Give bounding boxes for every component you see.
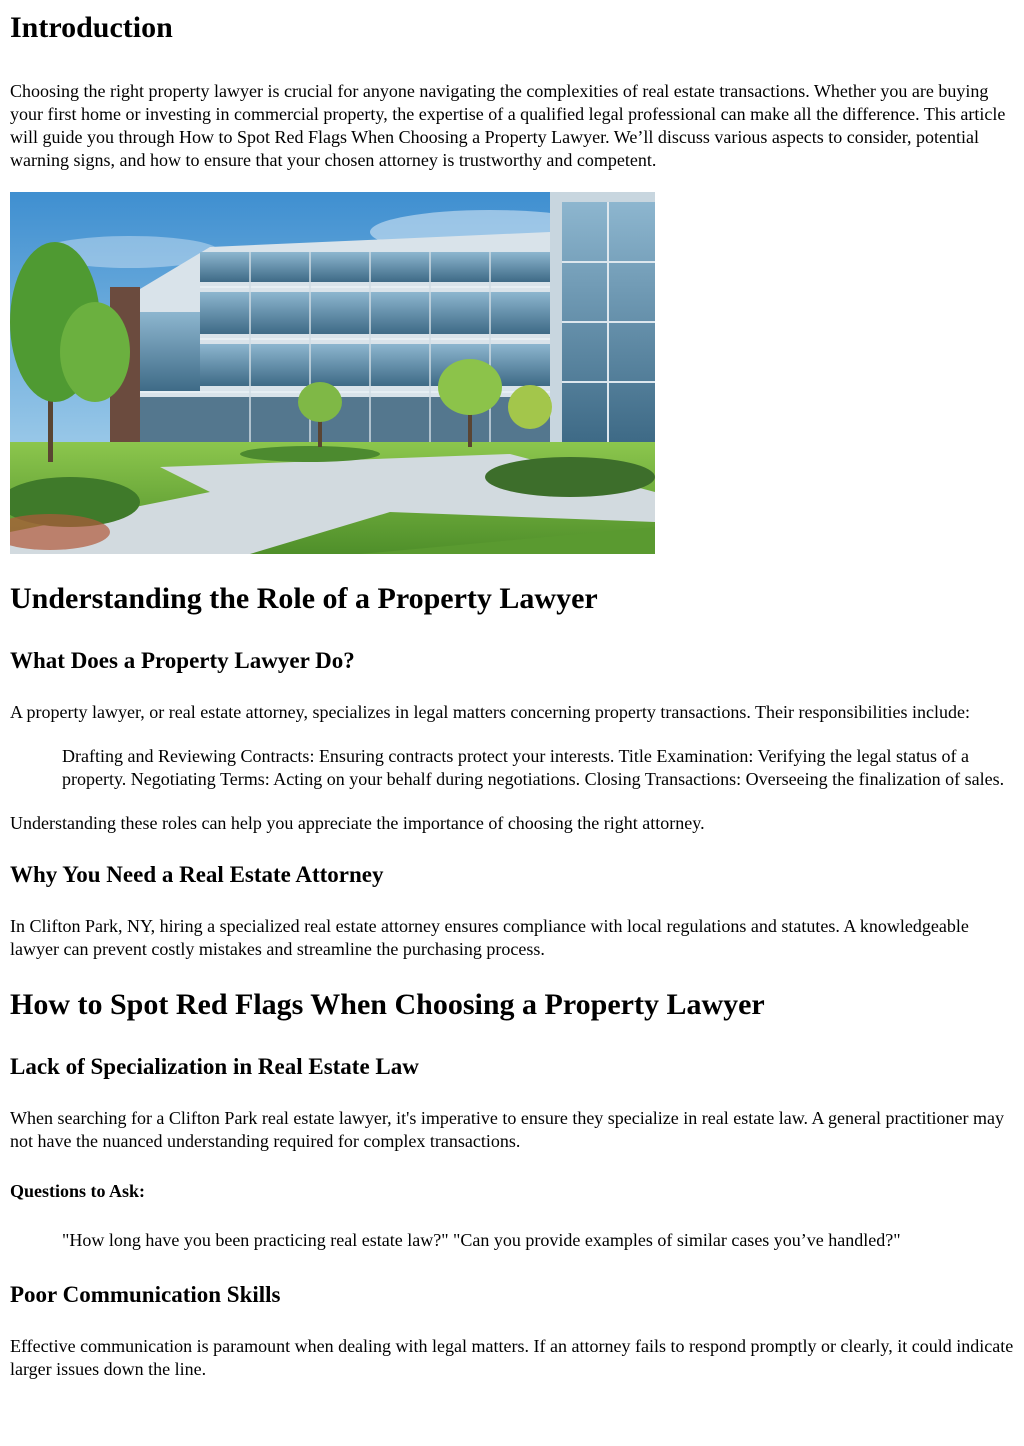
intro-paragraph: Choosing the right property lawyer is crucial for anyone navigating the complexities of real estate transactions. Whether you are buying your first home or investing in commercial property, the expertise of a qualified legal professional can make all the difference. This article will guide you through How to Spot Red Flags When Choosing a Property Lawyer. We’ll discuss various aspects to consider, potential warning signs, and how to ensure that your chosen attorney is trustworthy and competent. xyxy=(10,81,1006,170)
communication-heading: Poor Communication Skills xyxy=(10,1282,281,1307)
office-building-image xyxy=(10,192,655,554)
specialization-heading: Lack of Specialization in Real Estate Law xyxy=(10,1054,419,1079)
communication-paragraph: Effective communication is paramount when dealing with legal matters. If an attorney fails to respond promptly or clearly, it could indicate larger issues down the line. xyxy=(10,1336,1014,1379)
duties-blockquote: Drafting and Reviewing Contracts: Ensuring contracts protect your interests. Title Examination: Verifying the legal status of a property. Negotiating Terms: Acting on your behalf during negotiations. Closing Transactions: Overseeing the finalization of sales. xyxy=(62,746,1005,789)
what-does-heading: What Does a Property Lawyer Do? xyxy=(10,648,355,673)
questions-heading: Questions to Ask: xyxy=(10,1181,146,1201)
understanding-paragraph: Understanding these roles can help you appreciate the importance of choosing the right attorney. xyxy=(10,813,705,833)
why-need-paragraph: In Clifton Park, NY, hiring a specialized real estate attorney ensures compliance with local regulations and statutes. A knowledgeable lawyer can prevent costly mistakes and streamline the purchasing process. xyxy=(10,916,969,959)
questions-blockquote: "How long have you been practicing real estate law?" "Can you provide examples of similar cases you’ve handled?" xyxy=(62,1230,901,1250)
why-need-heading: Why You Need a Real Estate Attorney xyxy=(10,862,384,887)
role-heading: Understanding the Role of a Property Lawyer xyxy=(10,582,598,615)
red-flags-heading: How to Spot Red Flags When Choosing a Property Lawyer xyxy=(10,988,765,1021)
specialization-paragraph: When searching for a Clifton Park real estate lawyer, it's imperative to ensure they specialize in real estate law. A general practitioner may not have the nuanced understanding required for complex transactions. xyxy=(10,1108,1004,1151)
intro-heading: Introduction xyxy=(10,11,173,44)
what-does-paragraph: A property lawyer, or real estate attorney, specializes in legal matters concerning property transactions. Their responsibilities include: xyxy=(10,702,970,722)
